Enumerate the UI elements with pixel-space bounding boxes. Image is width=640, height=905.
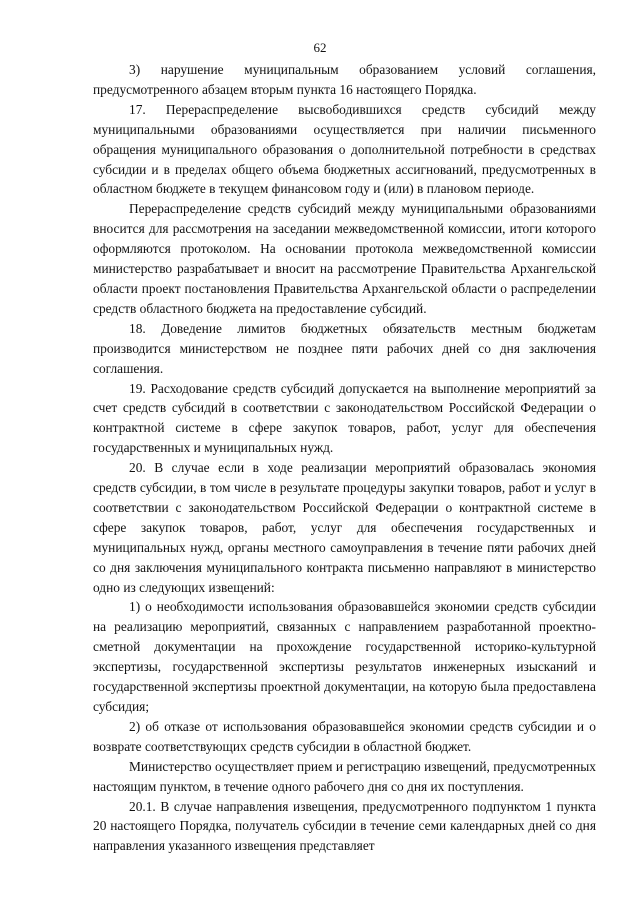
paragraph-clause-18: 18. Доведение лимитов бюджетных обязательств местным бюджетам производится министерством не позднее пяти рабочих дней со дня заключения соглашения.: [93, 320, 596, 376]
paragraph-clause-17: 17. Перераспределение высвободившихся средств субсидий между муниципальными образованиями осуществляется при наличии письменного обращения муниципального образования о дополнительной потребности в средствах субсидии и в пределах общего объема бюджетных ассигнований, предусмотренных в областном бюджете в текущем финансовом году и (или) в плановом периоде.: [93, 101, 596, 197]
paragraph-clause-20: 20. В случае если в ходе реализации мероприятий образовалась экономия средств субсидии, в том числе в результате процедуры закупки товаров, работ и услуг в соответствии с законодательством Российской Федерации о контрактной системе в сфере закупок товаров, работ, услуг для обеспечения государственных и муниципальных нужд, органы местного самоуправления в течение пяти рабочих дней со дня заключения муниципального контракта письменно направляют в министерство одно из следующих извещений:: [93, 460, 596, 595]
document-body: [93, 60, 596, 856]
paragraph-item-1: 1) о необходимости использования образовавшейся экономии средств субсидии на реализацию мероприятий, связанных с направлением разработанной проектно-сметной документации на прохождение государственной историко-культурной экспертизы, государственной экспертизы результатов инженерных изысканий и государственной экспертизы проектной документации, на которую была предоставлена субсидия;: [93, 599, 596, 714]
paragraph-item-3: 3) нарушение муниципальным образованием условий соглашения, предусмотренного абзацем вторым пункта 16 настоящего Порядка.: [93, 62, 596, 97]
paragraph-item-2: 2) об отказе от использования образовавшейся экономии средств субсидии и о возврате соответствующих средств субсидии в областной бюджет.: [93, 718, 596, 754]
paragraph-ministry-registration: Министерство осуществляет прием и регистрацию извещений, предусмотренных настоящим пунктом, в течение одного рабочего дня со дня их поступления.: [93, 758, 596, 794]
page-number: 62: [313, 40, 327, 55]
paragraph-clause-20-1: 20.1. В случае направления извещения, предусмотренного подпунктом 1 пункта 20 настоящего Порядка, получатель субсидии в течение семи календарных дней со дня направления указанного извещения представляет: [93, 798, 596, 854]
paragraph-redistribution: Перераспределение средств субсидий между муниципальными образованиями вносится для рассмотрения на заседании межведомственной комиссии, итоги которого оформляются протоколом. На основании протокола межведомственной комиссии министерство разрабатывает и вносит на рассмотрение Правительства Архангельской области проект постановления Правительства Архангельской области о распределении средств областного бюджета на предоставление субсидий.: [93, 201, 596, 316]
paragraph-clause-19: 19. Расходование средств субсидий допускается на выполнение мероприятий за счет средств субсидий в соответствии с законодательством Российской Федерации о контрактной системе в сфере закупок товаров, работ, услуг для обеспечения государственных и муниципальных нужд.: [93, 380, 596, 456]
